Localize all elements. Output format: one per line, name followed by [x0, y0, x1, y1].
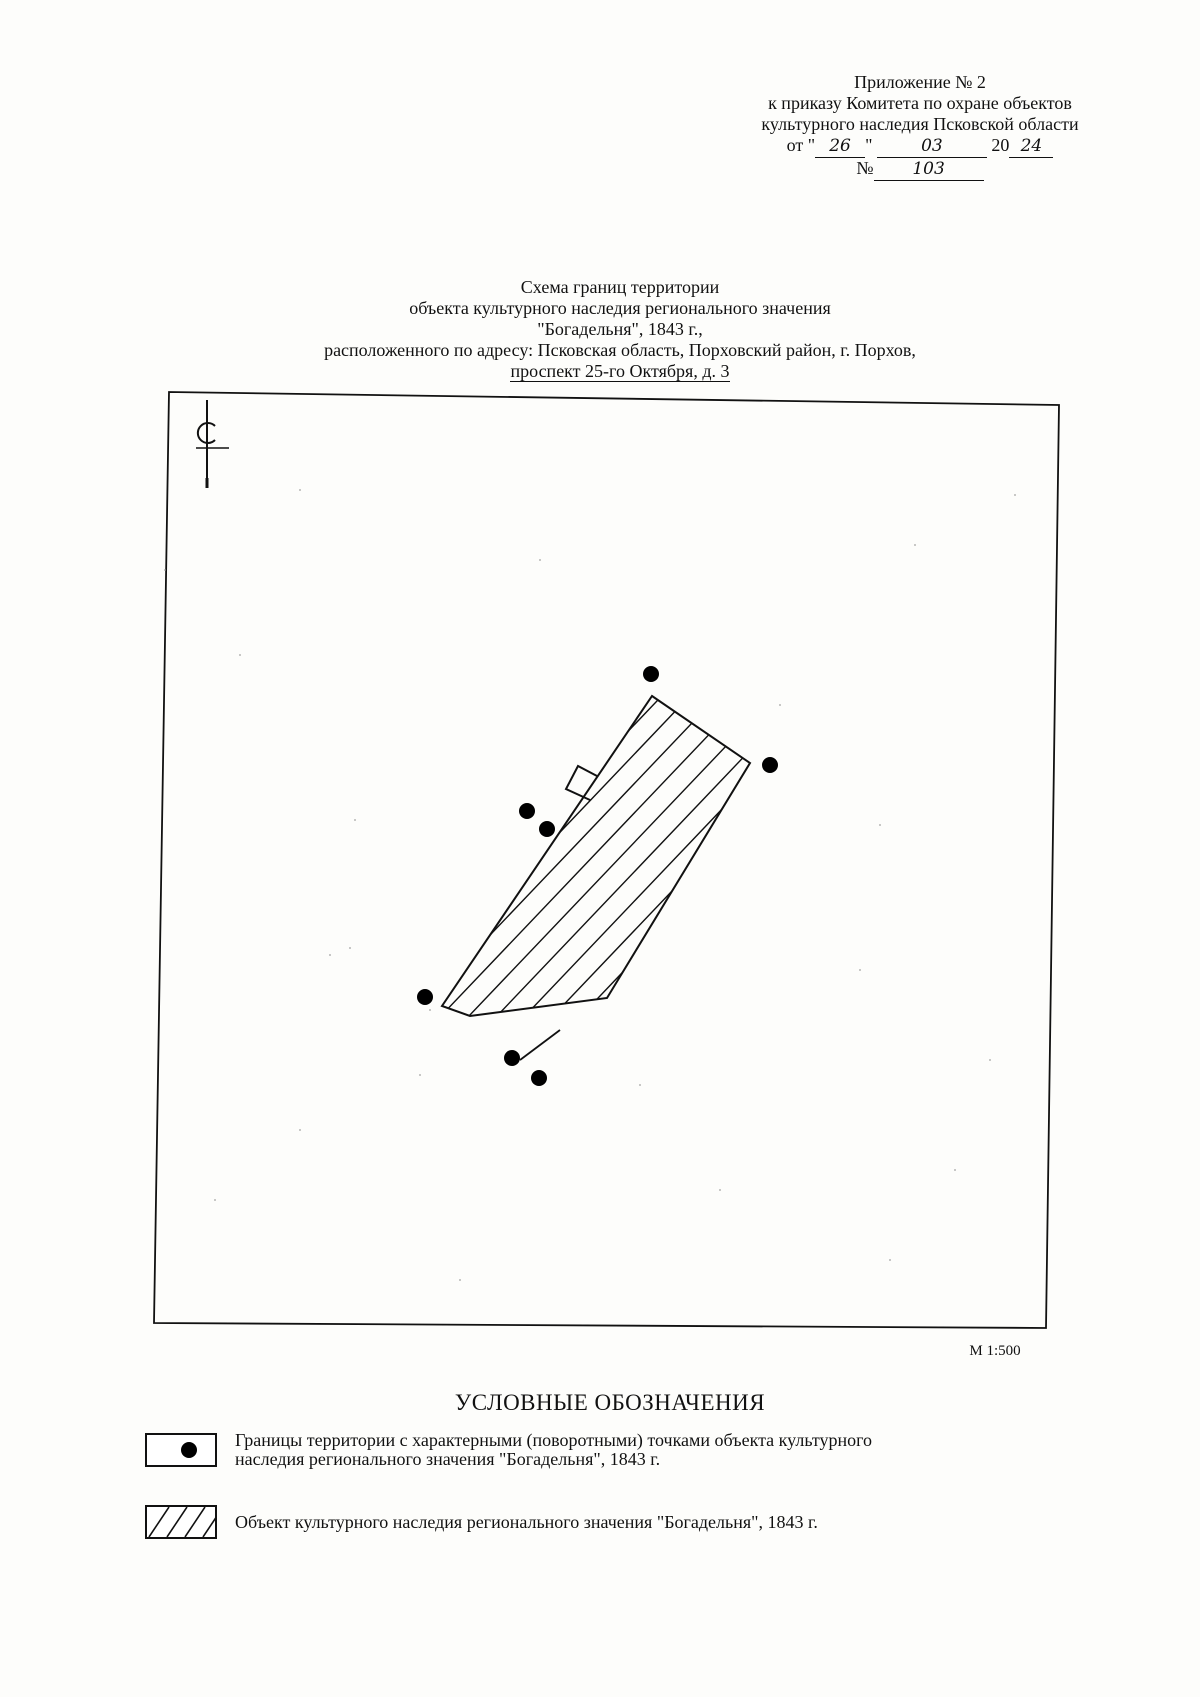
hatch-line [380, 660, 780, 1080]
appendix-number [700, 158, 1140, 181]
hatch-line [0, 660, 304, 1080]
title-line5: проспект 25-го Октября, д. 3 [510, 361, 730, 381]
boundary-point [539, 821, 555, 837]
hatch-icon [145, 1505, 217, 1539]
hatch-line [1080, 660, 1200, 1080]
heritage-building [0, 660, 1200, 1080]
number-value: 103 [874, 159, 984, 181]
boundary-point [504, 1050, 520, 1066]
hatch-line [884, 660, 1200, 1080]
hatch-line [436, 660, 836, 1080]
hatch-line [940, 660, 1200, 1080]
hatch-line [856, 660, 1200, 1080]
north-arrow-icon [196, 400, 229, 488]
hatch-line [576, 660, 976, 1080]
hatch-line [520, 660, 920, 1080]
boundary-point [519, 803, 535, 819]
title-line4: расположенного по адресу: Псковская область, Порховский район, г. Порхов, [324, 340, 916, 360]
hatch-line [1108, 660, 1200, 1080]
hatch-line [296, 660, 696, 1080]
hatch-line [100, 660, 500, 1080]
appendix-line2: к приказу Комитета по охране объектов [768, 93, 1072, 113]
appendix-date [700, 135, 1140, 158]
hatch-line [772, 660, 1172, 1080]
hatch-line [0, 660, 332, 1080]
boundary-point [531, 1070, 547, 1086]
hatch-line [0, 660, 248, 1080]
date-year-prefix: 20 [991, 135, 1010, 155]
hatch-line [1164, 660, 1200, 1080]
date-prefix: от " [786, 135, 816, 155]
hatch-line [16, 660, 416, 1080]
hatch-line [744, 660, 1144, 1080]
hatch-line [716, 660, 1116, 1080]
hatch-line [352, 660, 752, 1080]
boundary-points [417, 666, 778, 1086]
date-day: 26 [815, 136, 865, 158]
legend-text-line: наследия регионального значения "Богадельня", 1843 г. [235, 1449, 661, 1469]
number-prefix: № [856, 158, 874, 178]
hatch-line [492, 660, 892, 1080]
hatch-line [0, 660, 360, 1080]
legend-text [235, 1513, 1065, 1532]
scheme-title [250, 277, 990, 382]
hatch-line [828, 660, 1200, 1080]
hatch-line [324, 660, 724, 1080]
appendix-header [700, 72, 1140, 181]
hatch-line [688, 660, 1088, 1080]
hatch-line [632, 660, 1032, 1080]
boundary-point [417, 989, 433, 1005]
hatch-line [604, 660, 1004, 1080]
hatch-line [0, 660, 220, 1080]
hatch-line [912, 660, 1200, 1080]
legend-title: УСЛОВНЫЕ ОБОЗНАЧЕНИЯ [454, 1390, 766, 1415]
hatch-line [1192, 660, 1200, 1080]
date-year-suffix: 24 [1009, 136, 1053, 158]
hatch-line [1136, 660, 1200, 1080]
appendix-line3: культурного наследия Псковской области [761, 114, 1079, 134]
legend-text [235, 1431, 1065, 1469]
hatch-line [72, 660, 472, 1080]
map-scale: М 1:500 [969, 1343, 1021, 1359]
title-line2: объекта культурного наследия регионального значения [409, 298, 831, 318]
date-month: 03 [877, 136, 987, 158]
hatch-line [212, 660, 612, 1080]
boundary-point [762, 757, 778, 773]
appendix-line1: Приложение № 2 [854, 72, 986, 92]
hatch-line [156, 660, 556, 1080]
hatch-line [240, 660, 640, 1080]
date-mid: " [865, 135, 873, 155]
legend-text-line: Объект культурного наследия регионального значения "Богадельня", 1843 г. [235, 1512, 818, 1532]
hatch-line [660, 660, 1060, 1080]
title-line1: Схема границ территории [520, 277, 720, 297]
hatch-line [408, 660, 808, 1080]
hatch-line [968, 660, 1200, 1080]
hatch-line [184, 660, 584, 1080]
hatch-line [1052, 660, 1200, 1080]
hatch-line [268, 660, 668, 1080]
title-line3: "Богадельня", 1843 г., [537, 319, 703, 339]
hatch-line [1024, 660, 1200, 1080]
hatch-line [0, 660, 276, 1080]
black-dot-icon [145, 1433, 217, 1467]
hatch-line [996, 660, 1200, 1080]
boundary-point [643, 666, 659, 682]
hatch-line [0, 660, 388, 1080]
hatch-line [548, 660, 948, 1080]
legend-text-line: Границы территории с характерными (поворотными) точками объекта культурного [235, 1430, 873, 1450]
hatch-line [44, 660, 444, 1080]
hatch-line [800, 660, 1200, 1080]
hatch-line [464, 660, 864, 1080]
map-frame-border [154, 392, 1059, 1328]
map-background-speckles [164, 489, 1016, 1281]
hatch-line [128, 660, 528, 1080]
